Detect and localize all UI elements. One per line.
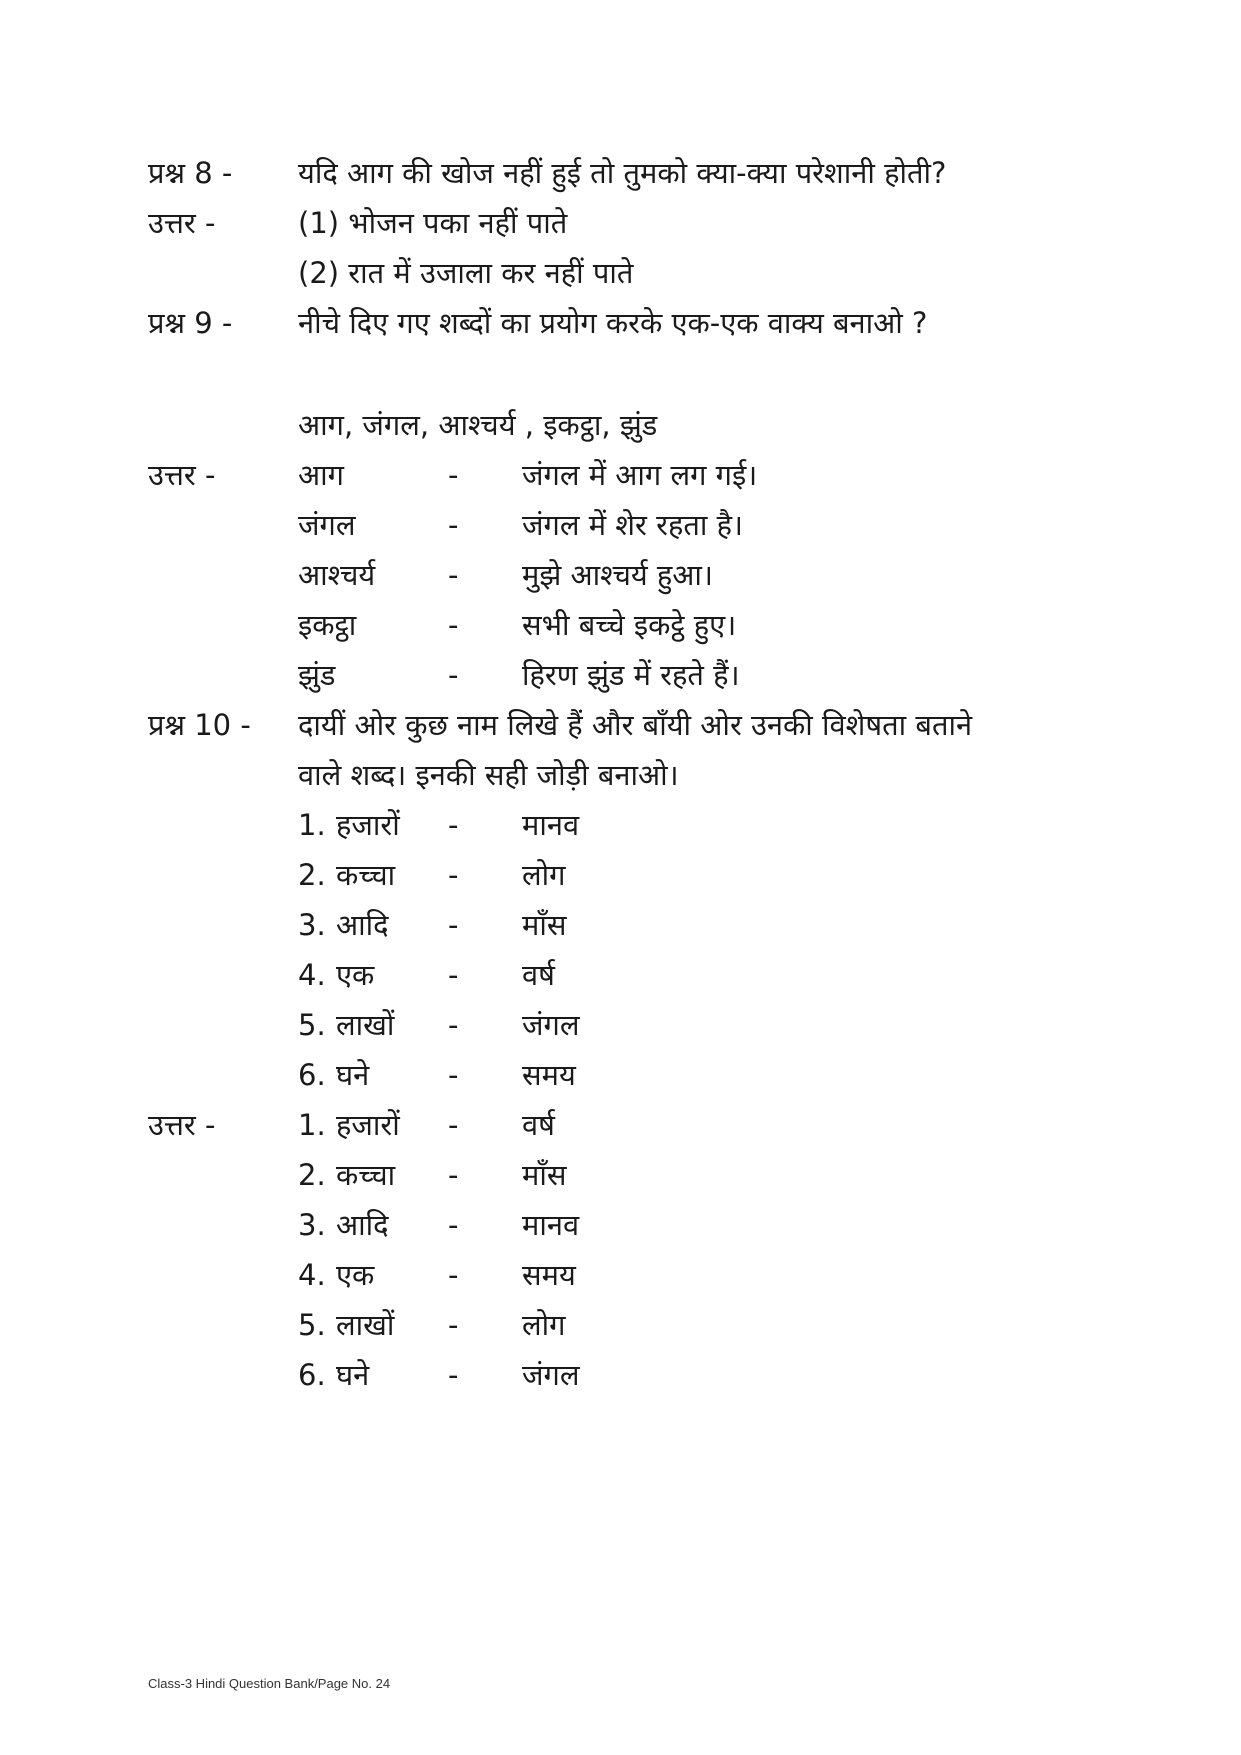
dash: - [448,1158,459,1192]
q9-sentence: मुझे आश्चर्य हुआ। [522,558,713,592]
answer-left [298,1150,395,1200]
dash: - [448,558,459,592]
pair-left-word: एक [336,958,375,992]
q10-question-line-2: वाले शब्द। इनकी सही जोड़ी बनाओ। [298,758,679,792]
q9-question: नीचे दिए गए शब्दों का प्रयोग करके एक-एक वाक्य बनाओ ? [298,306,928,340]
q8-answer-2: (2) रात में उजाला कर नहीं पाते [298,256,634,290]
page-footer: Class-3 Hindi Question Bank/Page No. 24 [148,1676,391,1691]
pair-right-word: समय [522,1058,576,1092]
dash: - [448,1008,459,1042]
pair-number: 2. [298,858,326,892]
answer-left-word: एक [336,1258,375,1292]
dash: - [448,658,459,692]
answer-left [298,1100,400,1150]
dash: - [448,1208,459,1242]
pair-left [298,950,374,1000]
q9-word: झुंड [298,658,336,692]
answer-number: 3. [298,1208,326,1242]
pair-left-word: लाखों [336,1008,395,1042]
pair-left-word: घने [336,1058,370,1092]
pair-left [298,900,389,950]
q9-answer-label: उत्तर - [148,458,216,492]
q10-question-line-1: दायीं ओर कुछ नाम लिखे हैं और बाँयी ओर उनकी विशेषता बताने [298,708,973,742]
answer-left-word: लाखों [336,1308,395,1342]
q9-sentence: जंगल में आग लग गई। [522,458,758,492]
answer-left [298,1350,369,1400]
q8-question: यदि आग की खोज नहीं हुई तो तुमको क्या-क्या परेशानी होती? [298,156,947,190]
dash: - [448,508,459,542]
answer-right-word: जंगल [522,1358,580,1392]
pair-number: 4. [298,958,326,992]
pair-left-word: कच्चा [336,858,396,892]
answer-left-word: हजारों [336,1108,400,1142]
answer-left [298,1300,394,1350]
pair-left [298,850,395,900]
answer-left [298,1200,389,1250]
answer-right-word: वर्ष [522,1108,555,1142]
answer-right-word: लोग [522,1308,566,1342]
q10-label: प्रश्न 10 - [148,708,251,742]
pair-number: 1. [298,808,326,842]
q9-word: आश्चर्य [298,558,376,592]
q9-label: प्रश्न 9 - [148,306,233,340]
dash: - [448,1258,459,1292]
q8-answer-1: (1) भोजन पका नहीं पाते [298,206,568,240]
dash: - [448,1058,459,1092]
pair-right-word: मानव [522,808,580,842]
answer-left [298,1250,374,1300]
pair-left [298,1000,394,1050]
dash: - [448,1358,459,1392]
answer-number: 1. [298,1108,326,1142]
answer-right-word: समय [522,1258,576,1292]
dash: - [448,908,459,942]
pair-right-word: माँस [522,908,567,942]
pair-number: 5. [298,1008,326,1042]
q9-word: आग [298,458,344,492]
pair-right-word: जंगल [522,1008,580,1042]
q9-word: इकट्ठा [298,608,357,642]
pair-left-word: हजारों [336,808,400,842]
q9-sentence: सभी बच्चे इकट्ठे हुए। [522,608,737,642]
q10-answer-label: उत्तर - [148,1108,216,1142]
answer-number: 5. [298,1308,326,1342]
dash: - [448,458,459,492]
pair-number: 3. [298,908,326,942]
answer-number: 2. [298,1158,326,1192]
q9-word: जंगल [298,508,356,542]
pair-right-word: लोग [522,858,566,892]
answer-left-word: घने [336,1358,370,1392]
dash: - [448,608,459,642]
q9-sentence: हिरण झुंड में रहते हैं। [522,658,740,692]
q8-answer-label: उत्तर - [148,206,216,240]
dash: - [448,808,459,842]
dash: - [448,1108,459,1142]
pair-number: 6. [298,1058,326,1092]
answer-right-word: माँस [522,1158,567,1192]
answer-number: 6. [298,1358,326,1392]
pair-right-word: वर्ष [522,958,555,992]
pair-left [298,1050,369,1100]
dash: - [448,1308,459,1342]
answer-left-word: आदि [336,1208,389,1242]
q9-sentence: जंगल में शेर रहता है। [522,508,743,542]
dash: - [448,958,459,992]
pair-left-word: आदि [336,908,389,942]
q9-words: आग, जंगल, आश्चर्य , इकट्ठा, झुंड [298,408,658,442]
answer-number: 4. [298,1258,326,1292]
q8-label: प्रश्न 8 - [148,156,233,190]
answer-right-word: मानव [522,1208,580,1242]
answer-left-word: कच्चा [336,1158,396,1192]
pair-left [298,800,400,850]
dash: - [448,858,459,892]
